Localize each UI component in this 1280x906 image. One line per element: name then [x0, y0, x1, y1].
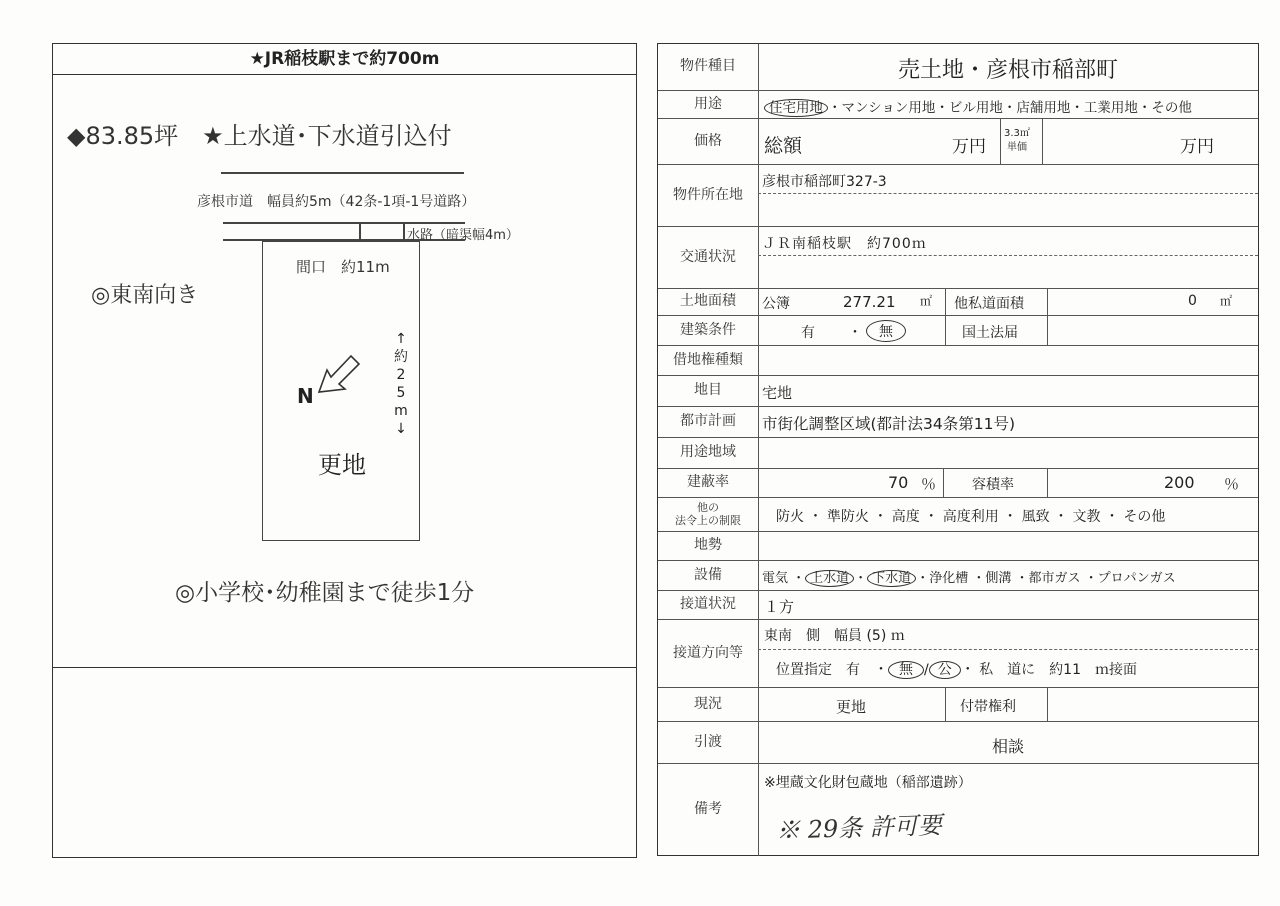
depth-char: 約 — [394, 349, 408, 365]
building-condition-no: 無 — [866, 320, 906, 342]
status-sep — [945, 688, 946, 721]
road-position-suffix: ・ 私 道に 約11 ｍ接面 — [960, 662, 1137, 678]
handover-value: 相談 — [992, 737, 1025, 756]
building-condition-label: 建築条件 — [658, 316, 759, 345]
bc-sep — [945, 316, 946, 345]
price-per-unit-top: 3.3㎡ — [1004, 128, 1030, 139]
other-law-label-2: 法令上の制限 — [675, 513, 741, 527]
attached-rights-label: 付帯権利 — [960, 699, 1016, 715]
row-status — [658, 688, 1258, 722]
cov-sep — [943, 469, 944, 497]
row-location — [658, 165, 1258, 227]
land-area-unit: ㎡ — [920, 294, 933, 308]
depth-char: m — [394, 403, 408, 419]
remarks-value: ※埋蔵文化財包蔵地（稲部遺跡） — [764, 775, 972, 791]
frontage-label: 間口 約11m — [296, 258, 390, 276]
city-plan-value: 市街化調整区域(都計法34条第11号) — [762, 415, 1016, 433]
property-sketch-panel — [52, 43, 637, 858]
road-position-prefix: 位置指定 有 ・ — [776, 662, 888, 678]
depth-label — [393, 330, 409, 438]
school-distance: ◎小学校･幼稚園まで徒歩1分 — [175, 580, 475, 606]
row-remarks — [658, 764, 1258, 856]
status-sep-2 — [1047, 688, 1048, 721]
row-land-area — [658, 289, 1258, 316]
price-per-unit-label — [1004, 127, 1030, 155]
location-label: 物件所在地 — [658, 165, 759, 226]
land-sep — [945, 289, 946, 315]
facility-electric: 電気 ・ — [762, 571, 806, 586]
road-label: 彦根市道 幅員約5m（42条-1項-1号道路） — [197, 194, 476, 210]
terrain-label: 地勢 — [658, 532, 759, 560]
row-building-condition — [658, 316, 1258, 346]
price-unit-2: 万円 — [1180, 137, 1214, 157]
private-road-label: 他私道面積 — [954, 296, 1024, 312]
row-use — [658, 91, 1258, 119]
facility-label: 設備 — [658, 561, 759, 590]
row-facility — [658, 561, 1258, 591]
use-circled: 住宅用地 — [764, 99, 828, 117]
private-road-unit: ㎡ — [1220, 294, 1233, 308]
other-law-label-1: 他の — [697, 501, 719, 515]
depth-char: ↓ — [395, 421, 407, 437]
other-law-value: 防火 ・ 準防火 ・ 高度 ・ 高度利用 ・ 風致 ・ 文教 ・ その他 — [776, 509, 1166, 525]
use-value — [764, 96, 1192, 116]
road-position-none: 無 — [888, 661, 924, 679]
remarks-label: 備考 — [658, 764, 759, 856]
north-label: N — [297, 384, 314, 408]
other-law-label — [658, 498, 759, 531]
facility-water: 上水道 — [805, 570, 854, 587]
station-distance-header: ★JR稲枝駅まで約700m — [53, 44, 636, 75]
bc-sep-2 — [1047, 316, 1048, 345]
road-direction-label: 接道方向等 — [658, 620, 759, 687]
zone-label: 用途地域 — [658, 438, 759, 468]
price-per-unit-bottom: 単価 — [1006, 142, 1027, 153]
road-top-line — [221, 172, 464, 174]
land-area-label: 土地面積 — [658, 289, 759, 315]
remarks-handwritten: ※ 29条 許可要 — [775, 811, 943, 845]
row-price — [658, 119, 1258, 165]
row-zone — [658, 438, 1258, 469]
handover-label: 引渡 — [658, 722, 759, 763]
lot-outline — [262, 241, 420, 541]
road-access-value: １方 — [764, 598, 795, 616]
row-road-access — [658, 591, 1258, 620]
row-type — [658, 44, 1258, 91]
leasehold-label: 借地権種類 — [658, 346, 759, 375]
status-value: 更地 — [836, 698, 867, 716]
road-position — [776, 659, 1137, 679]
far-value: 200 — [1164, 473, 1195, 492]
traffic-label: 交通状況 — [658, 227, 759, 288]
row-traffic — [658, 227, 1258, 289]
bcr-label: 建蔽率 — [658, 469, 759, 497]
depth-char: 5 — [396, 385, 406, 401]
road-access-label: 接道状況 — [658, 591, 759, 619]
row-handover — [658, 722, 1258, 764]
road-dir-dash — [758, 649, 1258, 650]
price-total: 総額 — [764, 135, 803, 157]
property-info-table — [657, 43, 1259, 856]
price-sep — [1000, 119, 1001, 164]
facility-dot: ・ — [854, 571, 868, 586]
chimoku-value: 宅地 — [762, 384, 793, 402]
type-value: 売土地・彦根市稲部町 — [897, 58, 1118, 83]
waterway-label: 水路（暗渠幅4m） — [407, 228, 519, 243]
facility-value — [762, 567, 1176, 586]
bcr-pct: ％ — [921, 475, 937, 493]
city-plan-label: 都市計画 — [658, 407, 759, 437]
location-value: 彦根市稲部町327-3 — [762, 174, 887, 190]
type-label: 物件種目 — [658, 44, 759, 90]
lot-status-label: 更地 — [318, 451, 366, 479]
road-position-public: 公 — [929, 661, 961, 679]
location-dash — [758, 193, 1258, 194]
private-road-value: 0 — [1188, 293, 1197, 309]
row-chimoku — [658, 376, 1258, 407]
area-line: ◆83.85坪 ★上水道･下水道引込付 — [67, 122, 452, 150]
bcr-value: 70 — [888, 473, 909, 492]
row-city-plan — [658, 407, 1258, 438]
row-terrain — [658, 532, 1258, 561]
row-coverage — [658, 469, 1258, 498]
cov-sep-2 — [1047, 469, 1048, 497]
orientation-label: ◎東南向き — [91, 283, 199, 308]
price-sep-2 — [1042, 119, 1043, 164]
land-law-label: 国土法届 — [962, 325, 1018, 341]
building-condition-yes: 有 — [801, 325, 815, 341]
price-unit: 万円 — [952, 137, 986, 157]
traffic-value: ＪＲ南稲枝駅 約700ｍ — [762, 236, 927, 252]
status-label: 現況 — [658, 688, 759, 721]
price-label: 価格 — [658, 119, 759, 164]
depth-char: 2 — [396, 367, 406, 383]
building-condition-dot: ・ — [848, 325, 862, 341]
row-other-law — [658, 498, 1258, 532]
facility-rest: ・浄化槽 ・側溝 ・都市ガス ・プロパンガス — [916, 571, 1176, 586]
traffic-dash — [758, 255, 1258, 256]
far-label: 容積率 — [972, 477, 1014, 493]
use-rest: ・マンション用地・ビル用地・店舗用地・工業用地・その他 — [828, 100, 1192, 116]
land-area-kind: 公簿 — [762, 296, 790, 312]
use-label: 用途 — [658, 91, 759, 118]
far-pct: ％ — [1224, 475, 1240, 493]
row-leasehold — [658, 346, 1258, 376]
road-position-slash: / — [924, 662, 929, 678]
depth-char: ↑ — [395, 331, 407, 347]
road-tick-1 — [359, 224, 361, 240]
chimoku-label: 地目 — [658, 376, 759, 406]
panel-divider — [53, 667, 636, 668]
north-arrow-icon — [315, 350, 365, 396]
row-road-direction — [658, 620, 1258, 688]
land-area-value: 277.21 — [843, 293, 896, 311]
road-direction-value: 東南 側 幅員 (5) ｍ — [764, 628, 905, 644]
land-sep-2 — [1047, 289, 1048, 315]
facility-sewer: 下水道 — [867, 570, 916, 587]
road-tick-2 — [403, 224, 405, 240]
